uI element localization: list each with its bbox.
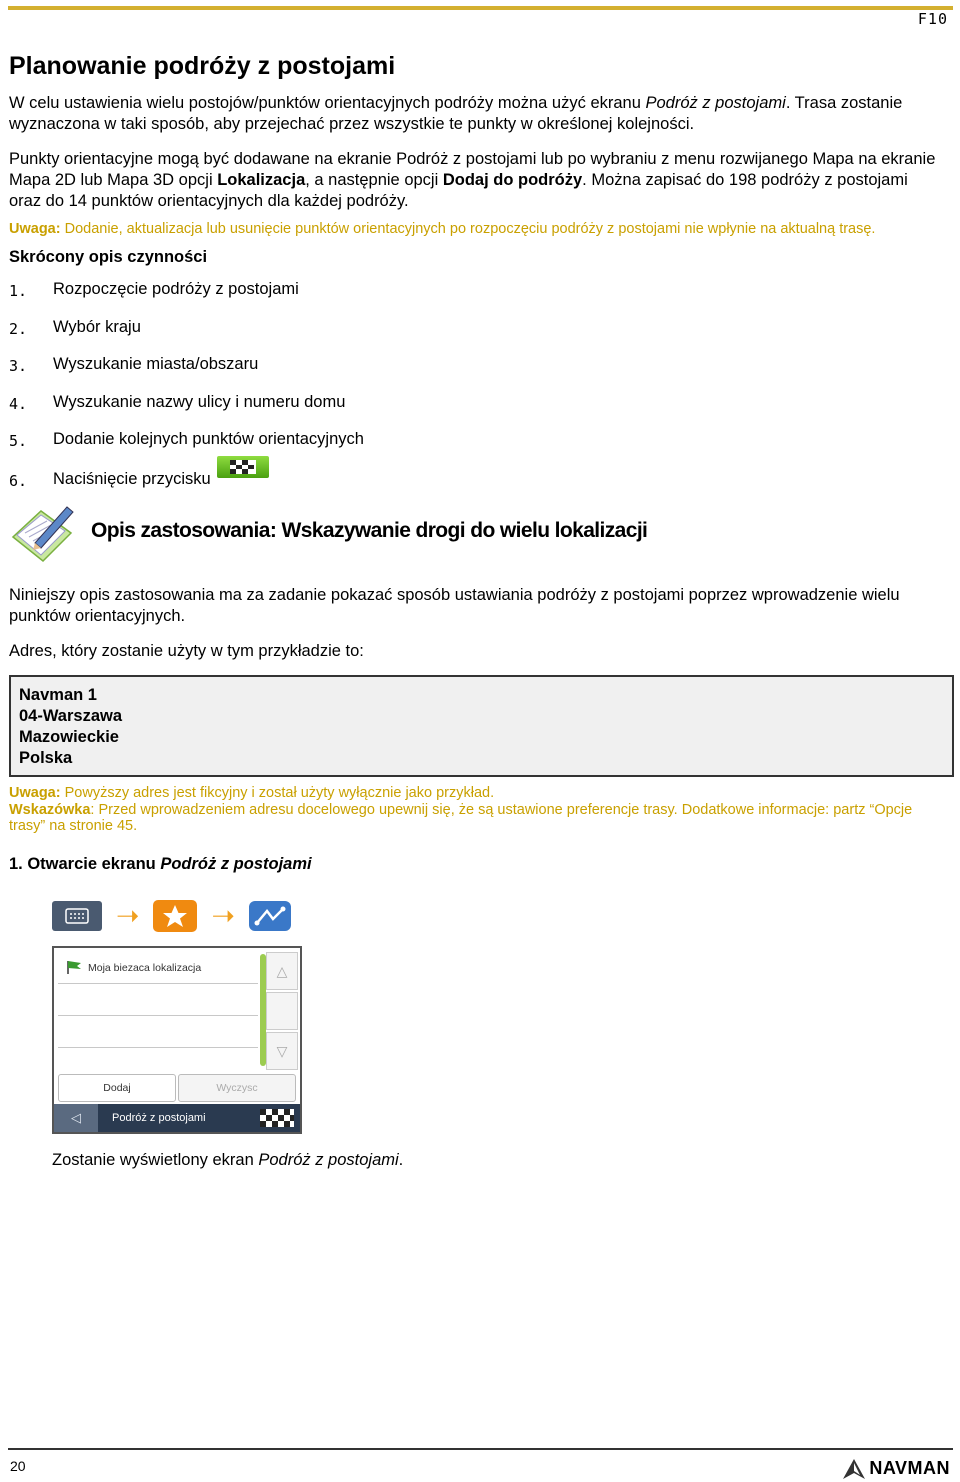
note-hint: Wskazówka: Przed wprowadzeniem adresu docelowego upewnij się, że są ustawione preferencje trasy. Dodatkowe informacje: partz “Opcje trasy” na stronie 45. [9, 801, 913, 834]
back-arrow-icon[interactable]: ◁ [54, 1104, 98, 1132]
navigation-flow [52, 900, 291, 932]
screen-caption: Zostanie wyświetlony ekran Podróż z postojami. [52, 1151, 404, 1169]
list-item [58, 984, 258, 1016]
screen-button-row [58, 1074, 298, 1102]
top-rule [8, 6, 953, 10]
bottom-rule [8, 1448, 953, 1450]
paragraph-waypoints: Punkty orientacyjne mogą być dodawane na ekranie Podróż z postojami lub po wybraniu z menu rozwijanego Mapa na ekranie Mapa 2D lub Mapa 3D opcji Lokalizacja, a następnie opcji Dodaj do podróży. Można zapisać do 198 podróży z postojami oraz do 14 punktów orientacyjnych dla każdej podróży. [9, 150, 936, 210]
note-fictional: Uwaga: Powyższy adres jest fikcyjny i został użyty wyłącznie jako przykład. [9, 785, 495, 801]
notepad-pencil-icon [9, 503, 75, 569]
section-heading: 1. Otwarcie ekranu Podróż z postojami [9, 854, 312, 873]
scroll-up-icon[interactable]: △ [266, 952, 298, 990]
model-label: F10 [917, 10, 948, 28]
finish-flag-button[interactable] [217, 456, 269, 478]
steps-list [9, 280, 944, 505]
star-icon [153, 900, 197, 932]
usecase-header [9, 503, 944, 569]
step-item: 6. Naciśnięcie przycisku [9, 468, 944, 506]
add-button[interactable]: Dodaj [58, 1074, 176, 1102]
arrow-right-icon: ➝ [211, 900, 235, 931]
list-item [58, 1016, 258, 1048]
summary-heading: Skrócony opis czynności [9, 248, 208, 266]
checkered-flag-icon[interactable] [260, 1109, 294, 1127]
scroll-buttons [266, 952, 298, 1070]
step-item: 5. Dodanie kolejnych punktów orientacyjnych [9, 430, 364, 450]
usecase-intro: Niniejszy opis zastosowania ma za zadanie pokazać sposób ustawiania podróży z postojami poprzez wprowadzenie wielu punktów orientacyjnych. [9, 586, 900, 625]
step-item: 3. Wyszukanie miasta/obszaru [9, 355, 259, 375]
device-screen [52, 946, 302, 1134]
address-box [9, 675, 954, 777]
route-icon [249, 901, 291, 931]
clear-button[interactable]: Wyczysc [178, 1074, 296, 1102]
paragraph-intro: W celu ustawienia wielu postojów/punktów orientacyjnych podróży można użyć ekranu Podróż z postojami. Trasa zostanie wyznaczona w taki sposób, aby przejechać przez wszystkie te punkty w określonej kolejności. [9, 94, 903, 133]
address-lead: Adres, który zostanie użyty w tym przykładzie to: [9, 642, 364, 660]
waypoint-list [58, 952, 258, 1072]
arrow-right-icon: ➝ [116, 900, 140, 931]
step-item: 4. Wyszukanie nazwy ulicy i numeru domu [9, 392, 346, 413]
page-title: Planowanie podróży z postojami [9, 52, 396, 80]
address-line: Navman 1 [19, 686, 97, 704]
list-item[interactable]: Moja biezaca lokalizacja [58, 952, 258, 984]
address-line: 04-Warszawa [19, 707, 123, 725]
content [9, 52, 944, 874]
scroll-track[interactable] [266, 992, 298, 1030]
address-line: Mazowieckie [19, 728, 119, 746]
scroll-down-icon[interactable]: ▽ [266, 1032, 298, 1070]
step-item: 2. Wybór kraju [9, 317, 141, 338]
checkered-flag-icon [230, 460, 256, 474]
note-uwaga: Uwaga: Dodanie, aktualizacja lub usunięcie punktów orientacyjnych po rozpoczęciu podróży z postojami nie wpłynie na aktualną trasę. [9, 221, 876, 237]
screen-title: Podróż z postojami [112, 1112, 206, 1124]
page-number: 20 [10, 1458, 26, 1474]
keypad-icon [52, 901, 102, 931]
address-line: Polska [19, 749, 73, 767]
screen-bottom-bar [54, 1104, 300, 1132]
brand-logo: NAVMAN [843, 1458, 950, 1479]
green-flag-icon [66, 960, 82, 974]
step-item: 1. Rozpoczęcie podróży z postojami [9, 280, 299, 300]
usecase-title: Opis zastosowania: Wskazywanie drogi do wielu lokalizacji [91, 519, 648, 542]
navman-logo-icon [843, 1459, 865, 1479]
